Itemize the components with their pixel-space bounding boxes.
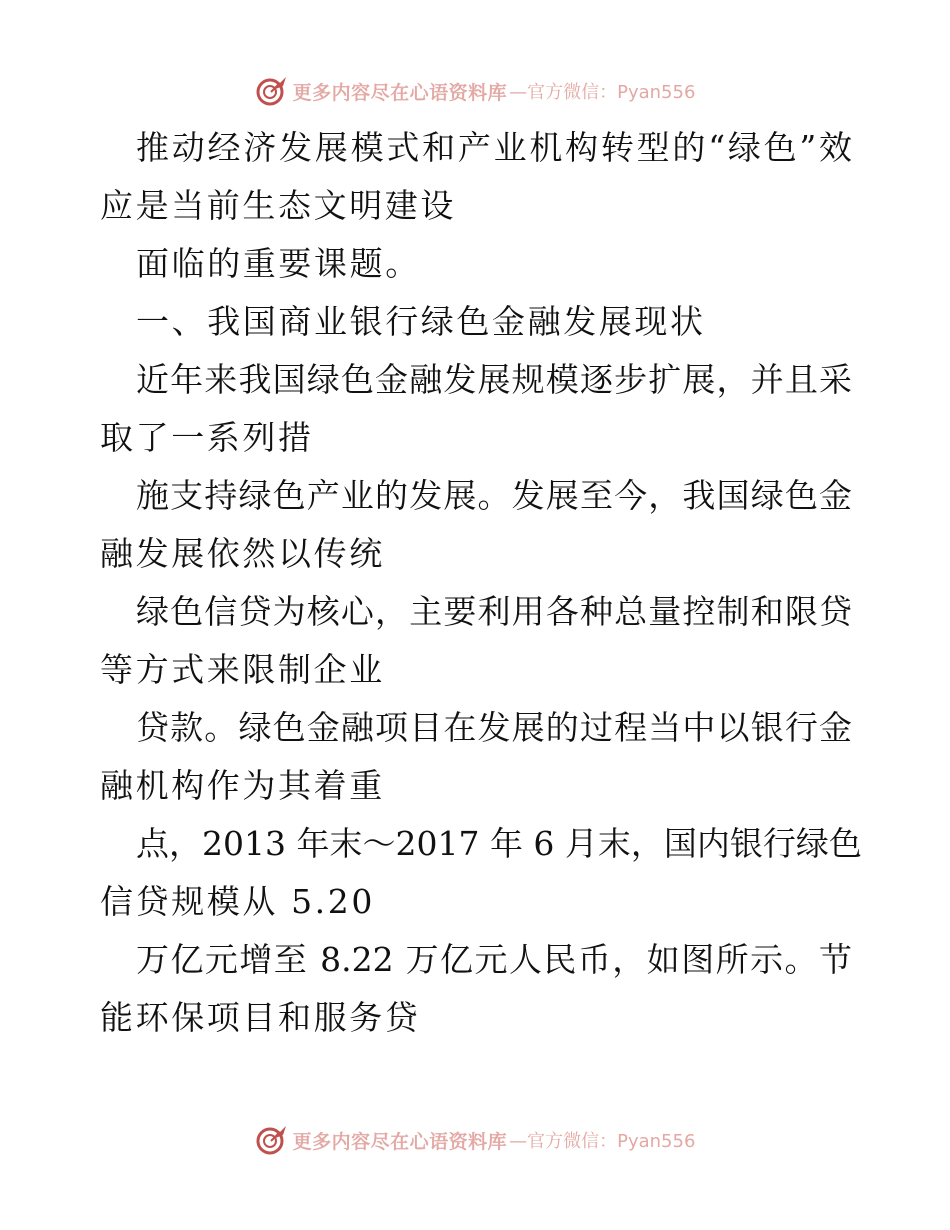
text-line: 绿色信贷为核心，主要利用各种总量控制和限贷 (136, 592, 852, 631)
text-line: 等方式来限制企业 (100, 650, 385, 689)
header-watermark (0, 73, 950, 109)
text-line: 能环保项目和服务贷 (100, 998, 421, 1037)
watermark-main-text: 更多内容尽在心语资料库 (292, 1130, 508, 1153)
footer-watermark (0, 1122, 950, 1158)
text-line: 万亿元增至 8.22 万亿元人民币，如图所示。节 (136, 940, 852, 979)
text-line: 面临的重要课题。 (136, 244, 421, 283)
section-heading: 一、我国商业银行绿色金融发展现状 (136, 302, 706, 341)
text-line: 融发展依然以传统 (100, 534, 385, 573)
watermark-wechat-text: —官方微信：Pyan556 (509, 1131, 696, 1152)
text-line: 点，2013 年末～2017 年 6 月末，国内银行绿色 (136, 824, 862, 863)
text-line: 应是当前生态文明建设 (100, 186, 456, 225)
text-line: 取了一系列措 (100, 418, 314, 457)
text-line: 信贷规模从 5.20 (100, 882, 375, 921)
document-body (100, 119, 862, 1047)
text-line: 推动经济发展模式和产业机构转型的“绿色”效 (136, 128, 852, 167)
watermark-main-text: 更多内容尽在心语资料库 (292, 81, 508, 104)
quill-logo-icon (255, 74, 289, 108)
quill-logo-icon (255, 1123, 289, 1157)
text-line: 施支持绿色产业的发展。发展至今，我国绿色金 (136, 476, 852, 515)
text-line: 贷款。绿色金融项目在发展的过程当中以银行金 (136, 708, 852, 747)
text-line: 融机构作为其着重 (100, 766, 385, 805)
text-line: 近年来我国绿色金融发展规模逐步扩展，并且采 (136, 360, 852, 399)
watermark-wechat-text: —官方微信：Pyan556 (509, 82, 696, 103)
